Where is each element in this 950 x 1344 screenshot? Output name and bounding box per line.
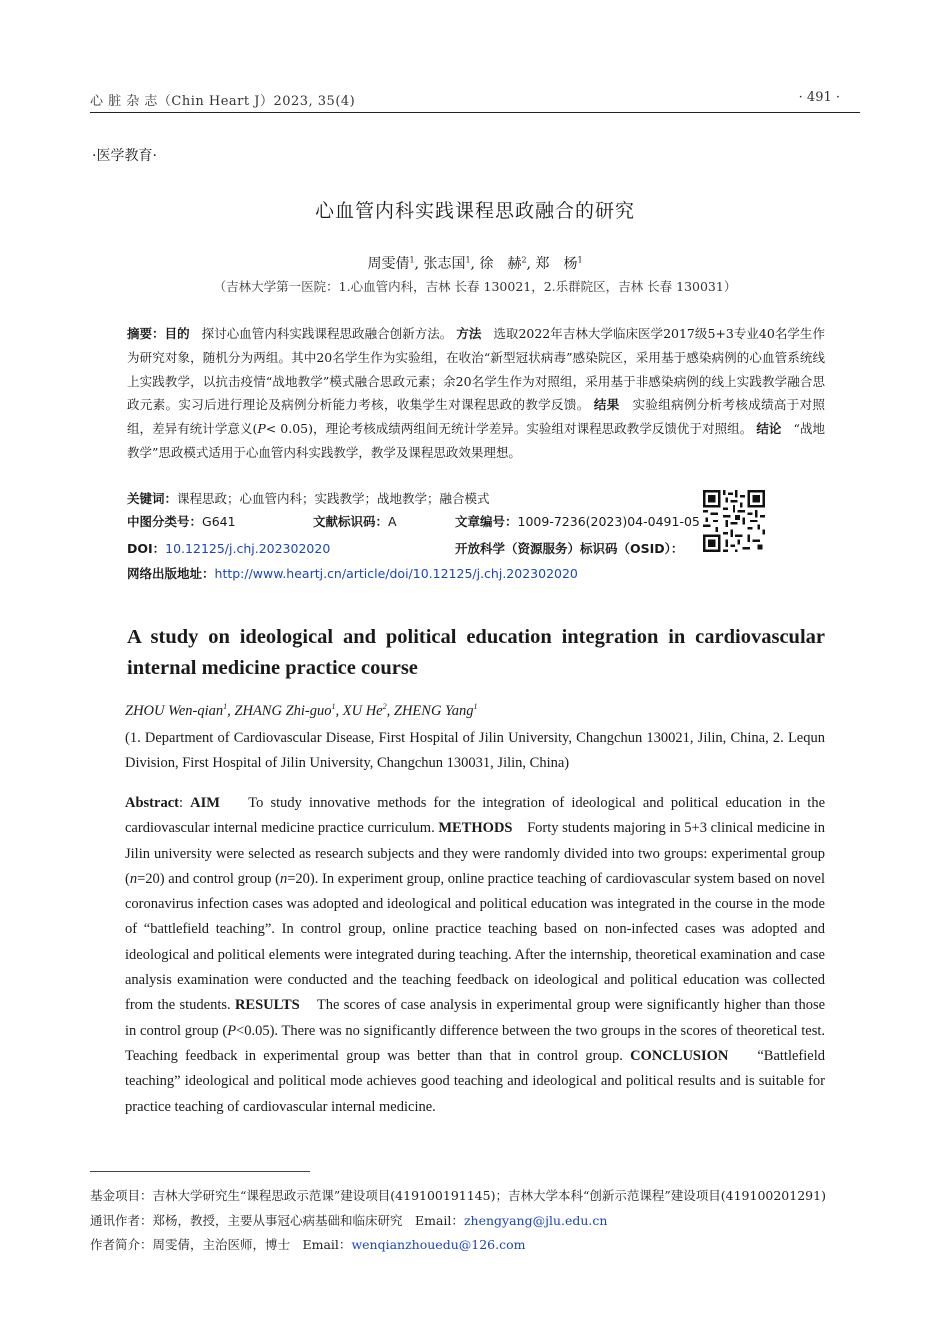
author-sup: 2: [521, 255, 527, 265]
author-name: ZHANG Zhi-guo: [234, 702, 332, 719]
online-row: [127, 564, 578, 582]
clc-label: 中图分类号：: [127, 514, 203, 529]
author-name: ZHENG Yang: [393, 702, 474, 719]
english-title: A study on ideological and political education integration in cardiovascular internal medicine practice course: [127, 626, 825, 679]
corresponding-footnote: [90, 1211, 607, 1229]
doc-code-label: 文献标识码：: [313, 514, 389, 529]
bio-text: 作者简介：周雯倩，主治医师，博士 Email：: [90, 1237, 352, 1252]
methods-text-cont: =20). In experiment group, online practice teaching of cardiovascular system based on novel coronavirus infection cases was adopted and ideological and political education was integrated in the course in the mode of “battlefield teaching”. In control group, online practice teaching based on non-infected cases was adopted and ideological and political elements were integrated during teaching. After the internship, theoretical examination and case analysis examination were conducted and the teaching feedback on ideological and political education was collected from the students.: [125, 870, 825, 1014]
results-text-cont: <0.05). There was no significantly difference between the two groups in the scores of theoretical test. Teaching feedback in experimental group was better than that in control group.: [125, 1022, 825, 1064]
english-authors: ZHOU Wen-qian$^1$, ZHANG Zhi-guo$^1$, XU He$^2$, ZHENG Yang$^1$: [125, 702, 478, 719]
article-no-row: [455, 512, 700, 530]
results-text-cont: < 0.05)，理论考核成绩两组间无统计学差异。实验组对课程思政教学反馈优于对照组。: [265, 421, 753, 437]
conclusion-text: “战地教学”思政模式适用于心血管内科实践教学，教学及课程思政效果理想。: [127, 421, 825, 460]
chinese-affiliation: （吉林大学第一医院：1.心血管内科，吉林 长春 130021，2.乐群院区，吉林 长春 130031）: [213, 279, 737, 294]
online-url-link[interactable]: http://www.heartj.cn/article/doi/10.12125/j.chj.202302020: [214, 566, 578, 581]
bio-email-link[interactable]: wenqianzhouedu@126.com: [351, 1237, 526, 1252]
doc-code-row: [313, 512, 397, 530]
osid-label: 开放科学（资源服务）标识码（OSID）：: [455, 541, 684, 556]
article-no-value: 1009-7236(2023)04-0491-05: [517, 514, 700, 529]
aim-label: 目的: [164, 326, 190, 341]
doc-code-value: A: [388, 514, 397, 529]
section-label: ·医学教育·: [92, 148, 157, 164]
n-symbol: n: [129, 870, 138, 887]
author-name: 周雯倩: [367, 256, 410, 272]
results-label: 结果: [593, 397, 620, 413]
results-label: RESULTS: [234, 997, 300, 1014]
author-sup: 1: [465, 255, 471, 265]
qr-code-icon[interactable]: [703, 490, 765, 552]
keywords-row: [127, 489, 490, 507]
english-affiliation: (1. Department of Cardiovascular Disease, First Hospital of Jilin University, Changchun 130021, Jilin, China, 2. Lequn Division, First Hospital of Jilin University, Changchun 130031, Jilin, China): [125, 730, 825, 771]
article-no-label: 文章编号：: [455, 514, 518, 529]
author-name: ZHOU Wen-qian: [125, 702, 224, 719]
chinese-authors: 周雯倩$^1$, 张志国$^1$, 徐 赫$^2$, 郑 杨$^1$: [367, 255, 583, 272]
clc-value: G641: [202, 514, 236, 529]
osid-row: [455, 539, 683, 557]
header-rule: [90, 112, 860, 113]
aim-text: To study innovative methods for the integration of ideological and political education in the cardiovascular internal medicine practice curriculum.: [125, 795, 826, 837]
methods-text: Forty students majoring in 5+3 clinical medicine in Jilin university were selected as research subjects and they were randomly divided into two groups: experimental group (: [125, 820, 826, 887]
conclusion-label: 结论: [756, 421, 782, 437]
aim-text: 探讨心血管内科实践课程思政融合创新方法。: [201, 326, 453, 341]
author-sup: 1: [409, 255, 415, 265]
abstract-label: Abstract: [125, 795, 179, 811]
page-number: · 491 ·: [798, 90, 840, 105]
online-label: 网络出版地址：: [127, 566, 215, 581]
methods-text: 选取2022年吉林大学临床医学2017级5+3专业40名学生作为研究对象，随机分为两组。其中20名学生作为实验组，在收治“新型冠状病毒”感染院区，采用基于感染病例的心血管系统线上实践教学，以抗击疫情“战地教学”模式融合思政元素；余20名学生作为对照组，采用基于非感染病例的线上实践教学融合思政元素。实习后进行理论及病例分析能力考核，收集学生对课程思政的教学反馈。: [127, 326, 825, 413]
keywords: 课程思政；心血管内科；实践教学；战地教学；融合模式: [177, 491, 490, 506]
methods-label: 方法: [456, 326, 482, 341]
author-sup: 1: [223, 702, 228, 711]
p-value-symbol: P: [227, 1022, 237, 1039]
aim-label: AIM: [190, 795, 220, 811]
p-value-symbol: P: [257, 421, 266, 437]
author-name: 张志国: [423, 256, 466, 272]
results-text: The scores of case analysis in experimental group were significantly higher than those in control group (: [125, 997, 826, 1039]
clc-row: [127, 512, 236, 530]
conclusion-label: CONCLUSION: [630, 1047, 729, 1064]
methods-label: METHODS: [438, 820, 513, 837]
keywords-label: 关键词：: [127, 491, 178, 506]
conclusion-text: “Battlefield teaching” ideological and political mode achieves good teaching and ideological and political results and is suitable for practice teaching of cardiovascular internal medicine.: [125, 1047, 825, 1115]
chinese-abstract: [127, 322, 825, 465]
abstract-label: 摘要：: [127, 326, 165, 341]
doi-row: [127, 539, 330, 557]
author-sup: 1: [473, 702, 478, 711]
english-abstract: Abstract: AIM To study innovative methods for the integration of ideological and political education in the cardiovascular internal medicine practice curriculum. METHODS Forty students majoring in 5+3 clinical medicine in Jilin university were selected as research subjects and they were randomly divided into two groups: experimental group (n=20) and control group (n=20). In experiment group, online practice teaching of cardiovascular system based on novel coronavirus infection cases was adopted and ideological and political education was integrated in the course in the mode of “battlefield teaching”. In control group, online practice teaching based on non-infected cases was adopted and ideological and political elements were integrated during teaching. After the internship, theoretical examination and case analysis examination were conducted and the teaching feedback on ideological and political education was collected from the students. RESULTS The scores of case analysis in experimental group were significantly higher than those in control group (P<0.05). There was no significantly difference between the two groups in the scores of theoretical test. Teaching feedback in experimental group was better than that in control group. CONCLUSION “Battlefield teaching” ideological and political mode achieves good teaching and ideological and political results and is suitable for practice teaching of cardiovascular internal medicine.: [125, 795, 826, 1115]
fund-footnote: 基金项目：吉林大学研究生“课程思政示范课”建设项目(419100191145)；吉林大学本科“创新示范课程”建设项目(419100201291): [90, 1188, 826, 1203]
author-sup: 2: [382, 702, 387, 711]
author-name: XU He: [342, 702, 383, 719]
chinese-title: 心血管内科实践课程思政融合的研究: [314, 200, 635, 222]
doi-link[interactable]: 10.12125/j.chj.202302020: [165, 541, 331, 556]
journal-header: 心 脏 杂 志（Chin Heart J）2023, 35(4): [90, 94, 356, 109]
n-symbol: n: [279, 870, 288, 887]
corr-text: 通讯作者：郑杨，教授，主要从事冠心病基础和临床研究 Email：: [90, 1213, 464, 1228]
corr-email-link[interactable]: zhengyang@jlu.edu.cn: [463, 1213, 608, 1228]
footnote-rule: [90, 1171, 310, 1172]
author-name: 徐 赫: [479, 256, 522, 272]
doi-label: DOI：: [127, 541, 166, 556]
author-bio-footnote: [90, 1235, 525, 1253]
methods-text-cont: =20) and control group (: [137, 870, 280, 887]
author-sup: 1: [577, 255, 583, 265]
results-text: 实验组病例分析考核成绩高于对照组，差异有统计学意义(: [127, 397, 825, 437]
author-name: 郑 杨: [535, 256, 578, 272]
author-sup: 1: [331, 702, 336, 711]
